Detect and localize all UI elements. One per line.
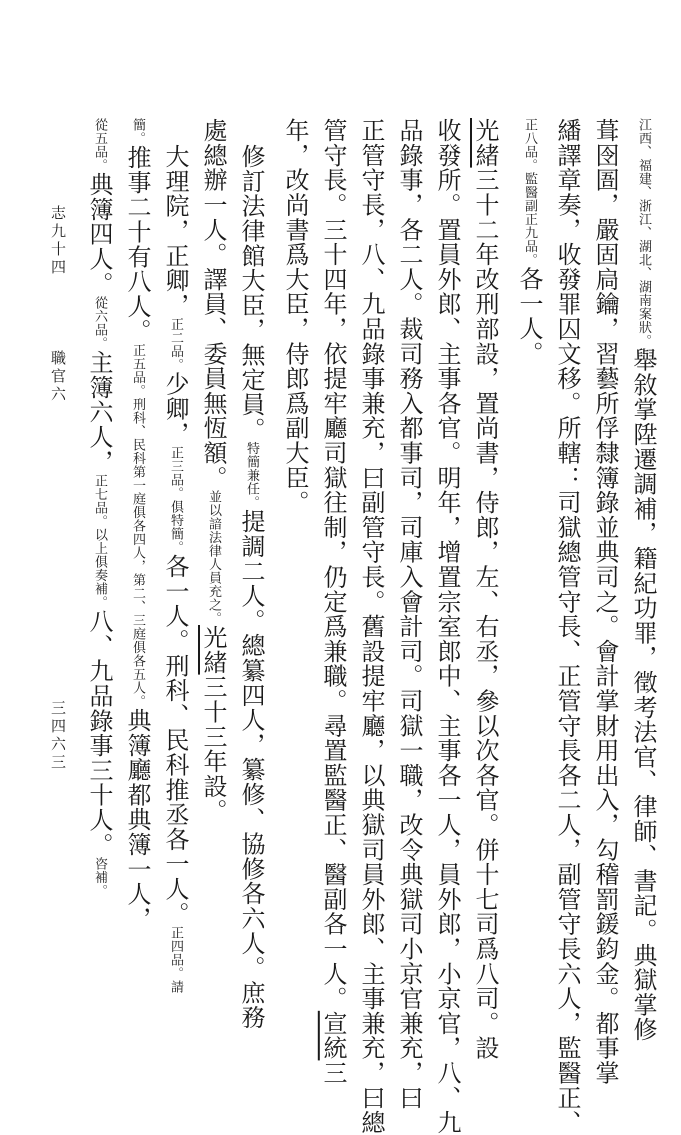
column-13-main-a: 大理院，正卿， xyxy=(161,144,189,318)
column-12-main-b: 三十三年設。 xyxy=(199,674,227,824)
column-15-main-b: 主簿六人， xyxy=(85,350,113,474)
column-14-main-b: 典簿廳都典簿一人， xyxy=(123,707,151,932)
column-13-note-a: 正二品。 xyxy=(168,317,183,372)
column-14-note-b: 正五品。刑科、民科第一庭俱各四人，第二、三庭俱各五人。 xyxy=(130,343,145,708)
text-column-8 xyxy=(356,118,386,1135)
column-15-note-a: 從五品。 xyxy=(92,118,107,172)
column-11-note: 特簡兼任。 xyxy=(244,441,259,510)
column-4-main: 各一人。 xyxy=(515,266,543,366)
column-5-main: 三十二年改刑部設，置尚書，侍郎，左、右丞，參以次各官。併十七司爲八司。設 xyxy=(471,167,499,1061)
text-column-15 xyxy=(84,118,114,978)
text-column-1 xyxy=(628,118,658,1042)
column-13-main-b: 少卿， xyxy=(161,371,189,447)
text-column-14 xyxy=(122,118,152,978)
column-4-note-b: 正九品。 xyxy=(522,212,537,267)
text-column-4 xyxy=(514,118,544,978)
text-column-9 xyxy=(318,118,348,1086)
column-8-main: 正管守長，八、九品錄事兼充，曰副管守長。舊設提牢廳，以典獄司員外郎、主事兼充，曰總 xyxy=(357,118,385,1135)
column-7-main: 品錄事，各二人。裁司務入都事司，司庫入會計司。司獄一職，改令典獄司小京官兼充，曰 xyxy=(395,118,423,1110)
column-11-main-a: 修訂法律館大臣，無定員。 xyxy=(237,144,265,442)
column-15-note-d: 咨補。 xyxy=(92,857,107,898)
column-13-note-b: 正三品。俱特簡。 xyxy=(168,446,183,555)
column-15-main-c: 八、九品錄事三十人。 xyxy=(85,609,113,857)
column-13-main-c: 各一人。刑科、民科推丞各一人。 xyxy=(161,554,189,927)
column-15-note-c: 正七品。以上俱奏補。 xyxy=(92,474,107,609)
column-15-main-a: 典簿四人。 xyxy=(85,172,113,296)
column-12-era-name: 光緒 xyxy=(199,625,227,675)
column-12-note: 並以諳法律人員充之。 xyxy=(206,490,221,625)
column-6-main: 收發所。置員外郎、主事各官。明年，增置宗室郎中、主事各一人，員外郎，小京官，八、九 xyxy=(433,118,461,1135)
page-number: 三四六三 xyxy=(49,700,67,772)
text-column-7 xyxy=(394,118,424,1110)
column-9-era-name: 宣統 xyxy=(319,1010,347,1061)
column-14-note-a: 簡。 xyxy=(130,118,145,145)
text-column-10 xyxy=(280,118,310,978)
column-15-note-b: 從六品。 xyxy=(92,296,107,350)
column-14-main-a: 推事二十有八人。 xyxy=(123,145,151,344)
text-column-5 xyxy=(470,118,500,1061)
column-9-main-end: 三 xyxy=(319,1060,347,1086)
text-column-12 xyxy=(198,118,228,978)
text-column-11 xyxy=(236,118,266,1030)
column-13-note-c: 正四品。請 xyxy=(168,926,183,994)
column-4-note-a: 正八品。監醫副 xyxy=(522,118,537,213)
column-3-main: 繙譯章奏，收發罪囚文移。所轄：司獄總管守長、正管守長各二人，副管守長六人，監醫正、 xyxy=(553,118,581,1135)
column-2-main: 葺囹圄，嚴固扃鑰，習藝所俘隸簿錄並典司之。會計掌財用出入，勾稽罰鍰鈞金。都事掌 xyxy=(591,118,619,1086)
column-9-main: 管守長。三十四年，依提牢廳司獄往制，仍定爲兼職。尋置監醫正、醫副各一人。 xyxy=(319,118,347,1011)
column-1-note: 江西、福建、浙江、湖北、湖南案狀。 xyxy=(636,118,651,348)
text-column-6 xyxy=(432,118,462,1135)
text-column-3 xyxy=(552,118,582,1135)
text-column-2 xyxy=(590,118,620,1086)
column-10-main: 年，改尚書爲大臣，侍郎爲副大臣。 xyxy=(281,118,309,515)
column-5-era-name: 光緒 xyxy=(471,118,499,168)
running-footer-volume: 志九十四 xyxy=(49,205,67,277)
text-column-13 xyxy=(160,118,190,1004)
running-footer-section: 職官六 xyxy=(49,350,67,404)
column-11-main-b: 提調二人。總纂四人，纂修、協修各六人。庶務 xyxy=(237,509,265,1030)
column-1-main: 舉敘掌陞遷調補，籍紀功罪，徵考法官、律師、書記。典獄掌修 xyxy=(629,347,657,1042)
column-12-main-a: 處總辦一人。譯員、委員無恆額。 xyxy=(199,118,227,490)
